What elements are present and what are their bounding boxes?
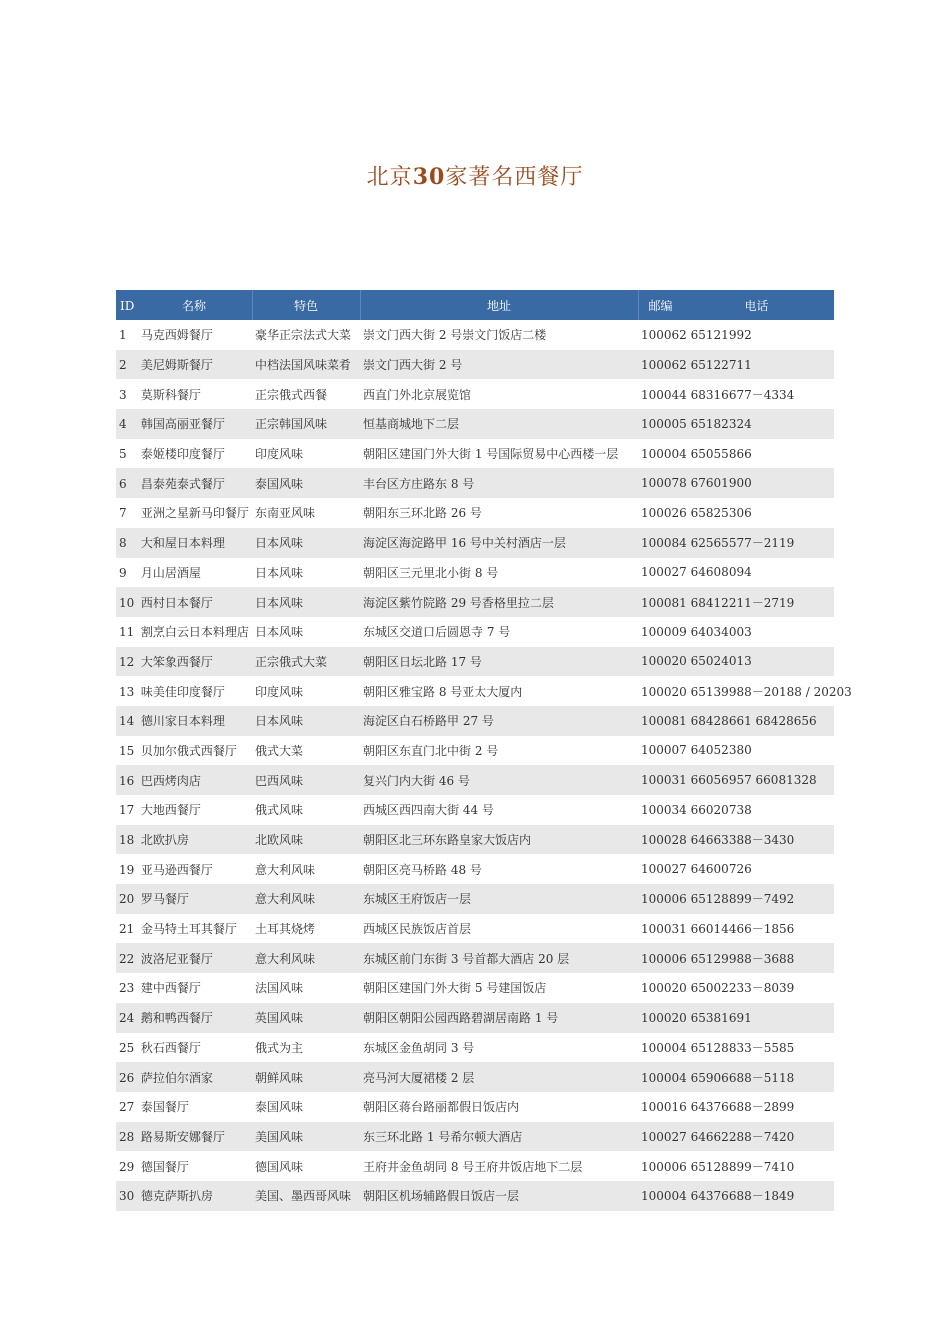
cell-address: 复兴门内大街 46 号 bbox=[360, 765, 638, 795]
cell-name: 德川家日本料理 bbox=[140, 714, 225, 729]
cell-phone: 65121992 bbox=[690, 327, 752, 342]
cell-name: 割烹白云日本料理店 bbox=[140, 625, 249, 640]
cell-id: 8 bbox=[119, 536, 127, 551]
cell-address: 朝阳区朝阳公园西路碧湖居南路 1 号 bbox=[360, 1003, 638, 1033]
cell-postcode-phone bbox=[638, 854, 834, 884]
cell-postcode-phone bbox=[638, 676, 852, 706]
cell-postcode: 100081 bbox=[641, 713, 687, 728]
cell-id-name bbox=[116, 1003, 252, 1033]
table-row bbox=[116, 617, 834, 647]
cell-postcode-phone bbox=[638, 1181, 834, 1211]
cell-postcode: 100004 bbox=[641, 446, 687, 461]
cell-name: 月山居酒屋 bbox=[140, 565, 201, 580]
cell-name: 巴西烤肉店 bbox=[140, 773, 201, 788]
cell-feature: 正宗俄式大菜 bbox=[252, 647, 360, 677]
cell-postcode: 100084 bbox=[641, 536, 687, 551]
cell-name: 罗马餐厅 bbox=[140, 892, 189, 907]
cell-postcode-phone bbox=[638, 795, 834, 825]
cell-address: 崇文门西大街 2 号崇文门饭店二楼 bbox=[360, 320, 638, 350]
table-row bbox=[116, 736, 834, 766]
cell-postcode: 100078 bbox=[641, 476, 687, 491]
cell-postcode-phone bbox=[638, 587, 834, 617]
cell-id: 15 bbox=[119, 743, 135, 758]
cell-address: 丰台区方庄路东 8 号 bbox=[360, 468, 638, 498]
header-postcode-phone bbox=[638, 290, 834, 320]
cell-postcode: 100005 bbox=[641, 416, 687, 431]
cell-id-name bbox=[116, 528, 252, 558]
table-row bbox=[116, 1003, 834, 1033]
table-row bbox=[116, 498, 834, 528]
table-row bbox=[116, 1122, 834, 1152]
cell-postcode: 100044 bbox=[641, 387, 687, 402]
cell-phone: 64663388－3430 bbox=[690, 833, 795, 848]
table-row bbox=[116, 914, 834, 944]
cell-feature: 北欧风味 bbox=[252, 825, 360, 855]
cell-feature: 俄式大菜 bbox=[252, 736, 360, 766]
cell-name: 大地西餐厅 bbox=[140, 803, 201, 818]
cell-phone: 64052380 bbox=[690, 743, 752, 758]
page-title bbox=[0, 160, 950, 191]
cell-address: 朝阳区东直门北中街 2 号 bbox=[360, 736, 638, 766]
table-body bbox=[116, 320, 852, 1211]
cell-postcode-phone bbox=[638, 379, 834, 409]
cell-postcode-phone bbox=[638, 943, 834, 973]
cell-phone: 66014466－1856 bbox=[690, 922, 795, 937]
header-row bbox=[116, 290, 834, 320]
cell-id: 20 bbox=[119, 892, 135, 907]
cell-phone: 65128833－5585 bbox=[690, 1040, 795, 1055]
cell-postcode-phone bbox=[638, 1092, 834, 1122]
cell-postcode: 100004 bbox=[641, 1070, 687, 1085]
table-row bbox=[116, 320, 834, 350]
cell-postcode-phone bbox=[638, 350, 834, 380]
cell-id: 21 bbox=[119, 922, 135, 937]
table-row bbox=[116, 1181, 834, 1211]
title-suffix: 家著名西餐厅 bbox=[445, 165, 584, 190]
cell-postcode-phone bbox=[638, 884, 834, 914]
cell-id-name bbox=[116, 647, 252, 677]
cell-name: 昌泰苑泰式餐厅 bbox=[140, 476, 225, 491]
cell-id: 30 bbox=[119, 1189, 135, 1204]
cell-phone: 68412211－2719 bbox=[690, 595, 795, 610]
cell-id: 17 bbox=[119, 803, 135, 818]
cell-phone: 64376688－1849 bbox=[690, 1189, 795, 1204]
cell-id: 5 bbox=[119, 447, 127, 462]
cell-address: 朝阳区北三环东路皇家大饭店内 bbox=[360, 825, 638, 855]
cell-id: 10 bbox=[119, 595, 135, 610]
header-address: 地址 bbox=[360, 290, 638, 320]
cell-address: 朝阳区日坛北路 17 号 bbox=[360, 647, 638, 677]
cell-id-name bbox=[116, 617, 252, 647]
cell-name: 建中西餐厅 bbox=[140, 981, 201, 996]
cell-postcode: 100009 bbox=[641, 624, 687, 639]
cell-postcode-phone bbox=[638, 1062, 834, 1092]
cell-id-name bbox=[116, 765, 252, 795]
cell-phone: 62565577－2119 bbox=[690, 536, 795, 551]
cell-id-name bbox=[116, 1033, 252, 1063]
cell-id: 28 bbox=[119, 1129, 135, 1144]
cell-feature: 泰国风味 bbox=[252, 1092, 360, 1122]
cell-feature: 俄式为主 bbox=[252, 1033, 360, 1063]
cell-postcode-phone bbox=[638, 617, 834, 647]
cell-name: 西村日本餐厅 bbox=[140, 595, 213, 610]
cell-postcode: 100031 bbox=[641, 773, 687, 788]
cell-id-name bbox=[116, 706, 252, 736]
cell-postcode-phone bbox=[638, 914, 834, 944]
cell-id: 6 bbox=[119, 476, 127, 491]
cell-feature: 美国、墨西哥风味 bbox=[252, 1181, 360, 1211]
table-row bbox=[116, 884, 834, 914]
cell-name: 美尼姆斯餐厅 bbox=[140, 358, 213, 373]
cell-address: 亮马河大厦裙楼 2 层 bbox=[360, 1062, 638, 1092]
cell-id-name bbox=[116, 1151, 252, 1181]
cell-postcode: 100062 bbox=[641, 327, 687, 342]
cell-name: 亚马逊西餐厅 bbox=[140, 862, 213, 877]
cell-id-name bbox=[116, 320, 252, 350]
cell-feature: 意大利风味 bbox=[252, 884, 360, 914]
table-row bbox=[116, 439, 834, 469]
cell-postcode: 100031 bbox=[641, 922, 687, 937]
cell-id-name bbox=[116, 884, 252, 914]
cell-name: 波洛尼亚餐厅 bbox=[140, 951, 213, 966]
cell-postcode: 100020 bbox=[641, 981, 687, 996]
cell-id: 3 bbox=[119, 387, 127, 402]
cell-feature: 豪华正宗法式大菜 bbox=[252, 320, 360, 350]
cell-name: 亚洲之星新马印餐厅 bbox=[140, 506, 249, 521]
cell-name: 德国餐厅 bbox=[140, 1159, 189, 1174]
cell-postcode-phone bbox=[638, 468, 834, 498]
table-row bbox=[116, 973, 834, 1003]
cell-phone: 68316677－4334 bbox=[690, 387, 795, 402]
cell-name: 北欧扒房 bbox=[140, 833, 189, 848]
cell-postcode-phone bbox=[638, 1122, 834, 1152]
cell-phone: 65825306 bbox=[690, 505, 752, 520]
cell-address: 海淀区白石桥路甲 27 号 bbox=[360, 706, 638, 736]
cell-feature: 泰国风味 bbox=[252, 468, 360, 498]
cell-address: 朝阳区三元里北小街 8 号 bbox=[360, 558, 638, 588]
cell-feature: 东南亚风味 bbox=[252, 498, 360, 528]
cell-postcode: 100007 bbox=[641, 743, 687, 758]
cell-address: 西城区西四南大街 44 号 bbox=[360, 795, 638, 825]
cell-postcode: 100020 bbox=[641, 684, 687, 699]
cell-feature: 日本风味 bbox=[252, 558, 360, 588]
table-row bbox=[116, 676, 834, 706]
cell-feature: 意大利风味 bbox=[252, 943, 360, 973]
cell-name: 韩国高丽亚餐厅 bbox=[140, 417, 225, 432]
cell-id-name bbox=[116, 350, 252, 380]
cell-id: 1 bbox=[119, 328, 127, 343]
cell-postcode-phone bbox=[638, 439, 834, 469]
cell-id: 16 bbox=[119, 773, 135, 788]
cell-postcode: 100004 bbox=[641, 1040, 687, 1055]
cell-phone: 65182324 bbox=[690, 416, 752, 431]
cell-postcode: 100020 bbox=[641, 654, 687, 669]
cell-phone: 66020738 bbox=[690, 802, 752, 817]
cell-postcode: 100006 bbox=[641, 892, 687, 907]
cell-postcode-phone bbox=[638, 528, 834, 558]
cell-address: 东三环北路 1 号希尔顿大酒店 bbox=[360, 1122, 638, 1152]
cell-name: 金马特土耳其餐厅 bbox=[140, 922, 237, 937]
cell-name: 大笨象西餐厅 bbox=[140, 654, 213, 669]
table-row bbox=[116, 795, 834, 825]
cell-id: 2 bbox=[119, 358, 127, 373]
cell-address: 朝阳区机场辅路假日饭店一层 bbox=[360, 1181, 638, 1211]
cell-postcode-phone bbox=[638, 498, 834, 528]
cell-address: 东城区王府饭店一层 bbox=[360, 884, 638, 914]
table-row bbox=[116, 558, 834, 588]
cell-address: 朝阳区亮马桥路 48 号 bbox=[360, 854, 638, 884]
table-row bbox=[116, 647, 834, 677]
cell-id: 4 bbox=[119, 417, 127, 432]
cell-address: 西直门外北京展览馆 bbox=[360, 379, 638, 409]
cell-feature: 日本风味 bbox=[252, 706, 360, 736]
cell-address: 朝阳区建国门外大街 5 号建国饭店 bbox=[360, 973, 638, 1003]
cell-phone: 67601900 bbox=[690, 476, 752, 491]
cell-name: 萨拉伯尔酒家 bbox=[140, 1070, 213, 1085]
cell-postcode-phone bbox=[638, 765, 834, 795]
cell-id: 19 bbox=[119, 862, 135, 877]
cell-postcode-phone bbox=[638, 409, 834, 439]
cell-id: 22 bbox=[119, 951, 135, 966]
cell-postcode-phone bbox=[638, 558, 834, 588]
cell-name: 路易斯安娜餐厅 bbox=[140, 1129, 225, 1144]
cell-name: 大和屋日本料理 bbox=[140, 536, 225, 551]
cell-phone: 64608094 bbox=[690, 565, 752, 580]
cell-id-name bbox=[116, 795, 252, 825]
cell-postcode: 100027 bbox=[641, 565, 687, 580]
cell-id: 24 bbox=[119, 1011, 135, 1026]
table-row bbox=[116, 1151, 834, 1181]
cell-postcode: 100016 bbox=[641, 1100, 687, 1115]
table-row bbox=[116, 468, 834, 498]
cell-id-name bbox=[116, 558, 252, 588]
cell-feature: 法国风味 bbox=[252, 973, 360, 1003]
cell-id: 23 bbox=[119, 981, 135, 996]
cell-postcode: 100006 bbox=[641, 1159, 687, 1174]
cell-address: 王府井金鱼胡同 8 号王府井饭店地下二层 bbox=[360, 1151, 638, 1181]
cell-postcode: 100026 bbox=[641, 505, 687, 520]
cell-feature: 日本风味 bbox=[252, 528, 360, 558]
cell-address: 东城区前门东街 3 号首都大酒店 20 层 bbox=[360, 943, 638, 973]
header-phone: 电话 bbox=[744, 298, 769, 313]
cell-id: 7 bbox=[119, 506, 127, 521]
cell-phone: 65129988－3688 bbox=[690, 951, 795, 966]
cell-id-name bbox=[116, 914, 252, 944]
cell-id: 18 bbox=[119, 833, 135, 848]
cell-address: 朝阳区蒋台路丽都假日饭店内 bbox=[360, 1092, 638, 1122]
table-row bbox=[116, 350, 834, 380]
cell-feature: 正宗韩国风味 bbox=[252, 409, 360, 439]
cell-id-name bbox=[116, 409, 252, 439]
cell-name: 贝加尔俄式西餐厅 bbox=[140, 743, 237, 758]
cell-postcode: 100004 bbox=[641, 1189, 687, 1204]
cell-id-name bbox=[116, 973, 252, 1003]
cell-phone: 66056957 66081328 bbox=[690, 773, 817, 788]
cell-postcode: 100081 bbox=[641, 595, 687, 610]
header-name: 名称 bbox=[182, 298, 207, 313]
cell-postcode-phone bbox=[638, 1033, 834, 1063]
cell-phone: 65139988－20188 / 20203 bbox=[690, 684, 852, 699]
cell-name: 秋石西餐厅 bbox=[140, 1040, 201, 1055]
cell-postcode: 100062 bbox=[641, 357, 687, 372]
table-row bbox=[116, 706, 834, 736]
cell-postcode-phone bbox=[638, 825, 834, 855]
table-row bbox=[116, 765, 834, 795]
cell-postcode-phone bbox=[638, 320, 834, 350]
header-postcode: 邮编 bbox=[648, 298, 673, 313]
cell-name: 味美佳印度餐厅 bbox=[140, 684, 225, 699]
restaurant-table bbox=[116, 290, 852, 1211]
table-header bbox=[116, 290, 834, 320]
cell-phone: 65906688－5118 bbox=[690, 1070, 795, 1085]
cell-id: 12 bbox=[119, 654, 135, 669]
table-row bbox=[116, 825, 834, 855]
cell-id: 25 bbox=[119, 1040, 135, 1055]
table-row bbox=[116, 528, 834, 558]
cell-address: 东城区金鱼胡同 3 号 bbox=[360, 1033, 638, 1063]
cell-phone: 65024013 bbox=[690, 654, 752, 669]
cell-address: 朝阳区雅宝路 8 号亚太大厦内 bbox=[360, 676, 638, 706]
cell-postcode-phone bbox=[638, 736, 834, 766]
cell-address: 海淀区紫竹院路 29 号香格里拉二层 bbox=[360, 587, 638, 617]
cell-id-name bbox=[116, 498, 252, 528]
cell-feature: 正宗俄式西餐 bbox=[252, 379, 360, 409]
header-id: ID bbox=[120, 298, 135, 313]
cell-id-name bbox=[116, 379, 252, 409]
table-row bbox=[116, 587, 834, 617]
cell-id: 14 bbox=[119, 714, 135, 729]
cell-address: 朝阳东三环北路 26 号 bbox=[360, 498, 638, 528]
cell-postcode: 100028 bbox=[641, 833, 687, 848]
cell-feature: 德国风味 bbox=[252, 1151, 360, 1181]
cell-postcode-phone bbox=[638, 1003, 834, 1033]
cell-feature: 日本风味 bbox=[252, 617, 360, 647]
cell-phone: 65002233－8039 bbox=[690, 981, 795, 996]
cell-id-name bbox=[116, 943, 252, 973]
cell-address: 崇文门西大街 2 号 bbox=[360, 350, 638, 380]
cell-feature: 英国风味 bbox=[252, 1003, 360, 1033]
table-row bbox=[116, 1092, 834, 1122]
cell-id: 26 bbox=[119, 1070, 135, 1085]
cell-name: 泰姬楼印度餐厅 bbox=[140, 447, 225, 462]
table-row bbox=[116, 1033, 834, 1063]
cell-id-name bbox=[116, 1181, 252, 1211]
cell-id-name bbox=[116, 825, 252, 855]
table-row bbox=[116, 379, 834, 409]
cell-name: 鹅和鸭西餐厅 bbox=[140, 1011, 213, 1026]
cell-feature: 朝鲜风味 bbox=[252, 1062, 360, 1092]
cell-phone: 65128899－7410 bbox=[690, 1159, 795, 1174]
table-row bbox=[116, 943, 834, 973]
cell-postcode: 100006 bbox=[641, 951, 687, 966]
cell-phone: 64600726 bbox=[690, 862, 752, 877]
cell-postcode-phone bbox=[638, 647, 834, 677]
cell-phone: 64034003 bbox=[690, 624, 752, 639]
cell-id: 9 bbox=[119, 565, 127, 580]
cell-phone: 65122711 bbox=[690, 357, 752, 372]
cell-phone: 68428661 68428656 bbox=[690, 713, 817, 728]
cell-name: 德克萨斯扒房 bbox=[140, 1189, 213, 1204]
cell-postcode-phone bbox=[638, 706, 834, 736]
cell-phone: 65055866 bbox=[690, 446, 752, 461]
cell-phone: 65128899－7492 bbox=[690, 892, 795, 907]
cell-address: 恒基商城地下二层 bbox=[360, 409, 638, 439]
cell-id-name bbox=[116, 1122, 252, 1152]
table-row bbox=[116, 1062, 834, 1092]
cell-id-name bbox=[116, 676, 252, 706]
header-id-name bbox=[116, 290, 252, 320]
cell-id: 11 bbox=[119, 625, 135, 640]
cell-feature: 土耳其烧烤 bbox=[252, 914, 360, 944]
cell-postcode-phone bbox=[638, 973, 834, 1003]
cell-id-name bbox=[116, 468, 252, 498]
title-prefix: 北京 bbox=[366, 165, 413, 190]
cell-feature: 意大利风味 bbox=[252, 854, 360, 884]
cell-id: 13 bbox=[119, 684, 135, 699]
cell-feature: 中档法国风味菜肴 bbox=[252, 350, 360, 380]
cell-feature: 美国风味 bbox=[252, 1122, 360, 1152]
cell-phone: 65381691 bbox=[690, 1010, 752, 1025]
cell-id-name bbox=[116, 854, 252, 884]
cell-phone: 64376688－2899 bbox=[690, 1100, 795, 1115]
cell-address: 西城区民族饭店首层 bbox=[360, 914, 638, 944]
cell-phone: 64662288－7420 bbox=[690, 1129, 795, 1144]
cell-id: 29 bbox=[119, 1159, 135, 1174]
cell-id-name bbox=[116, 1062, 252, 1092]
cell-id: 27 bbox=[119, 1100, 135, 1115]
cell-id-name bbox=[116, 1092, 252, 1122]
cell-name: 莫斯科餐厅 bbox=[140, 387, 201, 402]
cell-address: 海淀区海淀路甲 16 号中关村酒店一层 bbox=[360, 528, 638, 558]
title-number: 30 bbox=[412, 164, 446, 190]
cell-feature: 日本风味 bbox=[252, 587, 360, 617]
table-row bbox=[116, 409, 834, 439]
table-row bbox=[116, 854, 834, 884]
cell-postcode: 100034 bbox=[641, 802, 687, 817]
cell-feature: 印度风味 bbox=[252, 676, 360, 706]
cell-id-name bbox=[116, 439, 252, 469]
cell-name: 泰国餐厅 bbox=[140, 1100, 189, 1115]
cell-postcode-phone bbox=[638, 1151, 834, 1181]
cell-feature: 俄式风味 bbox=[252, 795, 360, 825]
cell-id-name bbox=[116, 736, 252, 766]
cell-address: 朝阳区建国门外大街 1 号国际贸易中心西楼一层 bbox=[360, 439, 638, 469]
cell-postcode: 100027 bbox=[641, 862, 687, 877]
cell-feature: 印度风味 bbox=[252, 439, 360, 469]
cell-feature: 巴西风味 bbox=[252, 765, 360, 795]
cell-postcode: 100020 bbox=[641, 1010, 687, 1025]
header-feature: 特色 bbox=[252, 290, 360, 320]
cell-address: 东城区交道口后圆恩寺 7 号 bbox=[360, 617, 638, 647]
cell-postcode: 100027 bbox=[641, 1129, 687, 1144]
cell-name: 马克西姆餐厅 bbox=[140, 328, 213, 343]
cell-id-name bbox=[116, 587, 252, 617]
